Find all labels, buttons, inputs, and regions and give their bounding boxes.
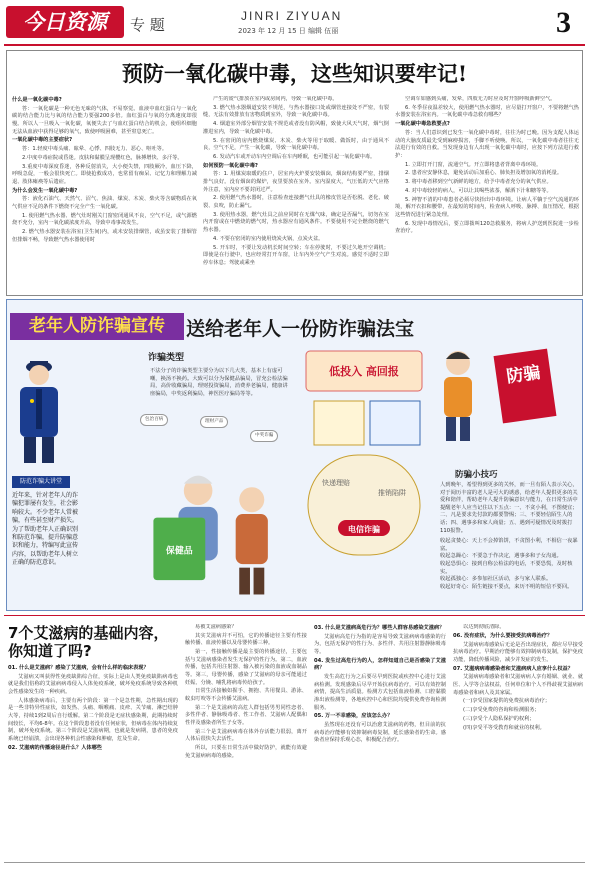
question-heading: 01. 什么是艾滋病？感染了艾滋病，会有什么样的临床表现？ (8, 665, 149, 671)
paragraph: 答：当人们意识到已发生一氧化碳中毒时，往往为时已晚。因为支配人体运动的大脑皮质最先受到麻痹损害，手脚不听使唤。所以，一氧化碳中毒者往往无法进行有效的自救。当发现身边有人出现一氧化碳中毒时，应按下列方法进行救护： (395, 129, 579, 159)
paragraph: 6. 发现中毒情况后，要立即拨叫120急救服务，将病人护送到医院进一步检查治疗。 (395, 220, 579, 235)
paragraph: 第一，性接触传播是最主要的传播途径，主要包括与艾滋病感染者发生无保护的性行为。第二，血液传播，包括共用注射器、输入被污染的血液或血制品等。第三，母婴传播，感染了艾滋病的母亲可能通过妊娠、分娩、哺乳将病毒传给孩子。 (185, 649, 307, 686)
paragraph: 所以，只要在日常生活中做好防护，就能有效避免艾滋病病毒的感染。 (185, 745, 307, 759)
paragraph: 艾滋病病毒感染者和艾滋病病人享有婚姻、就业、就医、入学等合法权益，任何单位和个人不得歧视艾滋病病毒感染者和病人及其家属。 (453, 674, 583, 696)
tips-title: 防骗小技巧 (455, 470, 498, 480)
masthead-rule (4, 44, 585, 46)
tip-3: 收起恐惧心：接到自称公检法的电话，不要恐慌，及时核实。 (440, 560, 573, 575)
paragraph: 空调车如感到头痛，发晕，四肢无力时应及时开窗呼吸新鲜空气。 (405, 96, 556, 102)
paragraph: 日常生活接触如握手、拥抱、共用餐具、游泳、蚊虫叮咬等不会传播艾滋病。 (185, 688, 307, 702)
tips-intro: 人到晚年，希望得到更多的关怀，而一旦有陌人表示关心，对于阅历丰富的老人是可大的诱惑，给老年人提供更多的关爱和陪伴，帮助老年人提升防骗意识与能力，在日常生活中提醒老年人应当记住以下五点：一、不贪小利，不图便宜；二、凡是要求先付款的都要警惕；三、不要轻信陌生人的话；四、遇事多和家人商量；五、遇到可疑情况及时拨打110报警。 (440, 482, 578, 534)
paragraph: (一)享受国家提供的免费抗病毒治疗； (463, 698, 551, 705)
notice-bar: 防范诈骗大讲堂 (12, 476, 70, 488)
bubble-1: 包治百病 (140, 414, 168, 426)
paragraph: 其实艾滋病并不可怕，它的传播途径主要有性接触传播、血液传播以及母婴传播三种。 (185, 632, 307, 647)
article-aids-title: 7个艾滋病的基础内容，你知道了吗? (8, 624, 169, 660)
paragraph: 4. 烟道室外部分烟管安装不规范或者没有防风帽，致使大风天气时，烟气倒灌进室内，导致一氧化碳中毒。 (203, 121, 389, 135)
question-heading: 如何预防一氧化碳中毒? (203, 162, 258, 169)
question-heading: 03. 什么是艾滋病高危行为？哪些人群容易感染艾滋病？ (314, 625, 445, 631)
resident-illustration (428, 345, 488, 445)
elderly-illustration (136, 455, 296, 607)
question-heading: 为什么会发生一氧化碳中毒? (12, 187, 78, 194)
masthead-logo: 今日资源 (6, 6, 124, 38)
masthead-pinyin: JINRI ZIYUAN (241, 9, 343, 23)
paragraph: 2. 使用燃气热水器时，注意检查连接燃气灶具的橡皮管是否松脱、老化、破裂、虫咬，防止漏气。 (203, 195, 389, 210)
low-invest-label: 低投入 高回报 (329, 365, 399, 378)
paragraph: 以达到彻底清除。 (463, 624, 505, 630)
bubble-3: 中奖诈骗 (250, 430, 278, 442)
paragraph: 发生高危行为之后要尽早到医院或疾控中心进行艾滋病检测。发现感染后尽早开始抗病毒治疗，可以有效控制病情，提高生活质量。检测方式包括血液检测、口腔黏膜渗出液检测等，各地疾控中心和医院均提供免费咨询检测服务。 (314, 674, 446, 711)
question-heading: 02. 艾滋病的传播途径是什么？人体哪些 (8, 744, 102, 751)
paragraph: 3. 使用热水器，燃气灶具之前应同时在无煤气味，确定是否漏气，切勿在室内开窗或在中燃烧的燃气时，热水器应有通风条件。不要使用不完全燃烧的燃气热水器。 (203, 211, 389, 233)
question-heading: 07. 艾滋病病毒感染者和艾滋病病人应享什么权益？ (453, 665, 573, 672)
paragraph: 艾滋病又叫获得性免疫缺陷综合征，实际上是由人类免疫缺陷病毒也就是我们俗称的艾滋病病毒侵入人体免疫系统，破坏免疫系统导致各种机会性感染发生的一种疾病。 (8, 673, 178, 695)
tips-body (440, 482, 580, 591)
paragraph: 4. 不要在密闭的室内使用烧炭火锅，点炭火盆。 (213, 235, 324, 242)
paragraph: 5. 神智不清的中毒患者必须尽快抬出中毒环境。让病人平躺于空气流通的环境，解开衣扣和腰带，在最短的时间内，检查病人呼吸、脉搏、血压情况，根据这些情况进行紧急处理。 (395, 196, 579, 218)
fraud-band-label: 老年人防诈骗宣传 (10, 313, 184, 340)
paragraph: 艾滋病病毒感染后无论是否出现症状，都应尽早接受抗病毒治疗。早期治疗能够有效抑制病毒复制，保护免疫功能，降低传播风险，减少并发症的发生。 (453, 641, 583, 663)
paragraph: 1. 使用燃气热水器、燃气灶时刚关门窗密闭通风不良，空气不足，或气源燃烧不充分，室内一氧化碳浓度升高，导致中毒事故发生。 (12, 212, 197, 227)
label-sales: 推销陷阱 (378, 489, 406, 497)
paragraph: (四)享受平等受教育和就业的权利。 (463, 724, 545, 731)
paragraph: 2. 患者应安静休息，避免活动后加重心、肺负担及增加氧的消耗量。 (405, 170, 563, 177)
paragraph: (三)享受个人隐私保护的权利； (463, 715, 535, 722)
article-aids-column-2 (185, 624, 307, 860)
paragraph: 人体感染病毒后，主要有两个阶段：第一个是急性期，急性期出现的是一些非特异性症状，如发热、头痛、咽喉痛、皮疹、关节痛、淋巴结肿大等，持续1到2周后自行缓解。第二个阶段是无症状感染期，此期持续时间较长，平均6-8年。在这个阶段患者没有任何症状，但病毒在体内持续复制，破坏免疫系统。第三个阶段是艾滋病期，也就是发病期，患者的免疫系统已经崩溃，会出现各种机会性感染和肿瘤，危及生命。 (8, 697, 178, 742)
article-co-column-2 (203, 96, 389, 292)
paragraph: 2.中度中毒症院或昏迷。皮肤和黏膜呈现樱红色，脉搏增快、多汗等。 (22, 154, 183, 161)
bubble-2: 理财产品 (200, 416, 228, 428)
article-co-column-3 (395, 96, 579, 292)
paragraph: 3. 燃气热水器烟道安装不规范，与热水器接口处或烟管连接处不严密，有裂缝，无法有效排放有害物质到室外，导致一氧化碳中毒。 (203, 104, 389, 119)
paragraph: 2. 燃气热水器安装在浴室(卫生间)内，或未安装排烟管，或虽安装了排烟管但排烟不畅，导致燃气热水器使用时 (12, 229, 197, 243)
label-express: 快递理赔 (322, 479, 350, 487)
paragraph: 3. 将中毒者移到空气新鲜的地方，给予中毒者充分的氧气供应。 (405, 179, 552, 186)
anti-fraud-stamp: 防骗 (494, 349, 557, 424)
paragraph: 答：1. 用煤炭取暖的住户，居室内火炉要安装烟囱，烟囱结构要严密，排烟排气良好。没有烟囱的煤炉，夜里要放在室外。室内湿度大，气压低的天气应格外注意，室内应不要封闭过严。 (203, 171, 389, 193)
fraud-types-text: 不法分子的诈骗类型主要分为以下几大类，基本上有虚可嘲，换汤不换药。大致可以分为保健品骗局，冒充公检法骗局，高价收藏骗局，理财投资骗局，消费养老骗局，健康讲座骗局，中奖返利骗局，神医医疗骗局等等。 (150, 368, 288, 397)
tip-4: 收起孤独心：多参加社区活动，多与家人联系。 (440, 576, 552, 583)
footer-rule (4, 862, 585, 863)
tip-5: 收起好奇心：陌生链接不要点，来历不明的短信不要回。 (440, 583, 573, 590)
tip-2: 收起急躁心：不要急于作决定，遇事多和子女沟通。 (440, 553, 562, 560)
paragraph: 答：1.轻度中毒头痛、眩晕、心悸、四肢无力、恶心、呕吐等。 (22, 146, 168, 153)
paragraph: 答：液化石油气、天然气、沼气、焦油、煤炭、木炭、柴火等含碳物质在氧气供应不足的条件下燃烧不完全产生一氧化碳。 (12, 196, 197, 211)
fraud-types-title: 诈骗类型 (148, 353, 185, 363)
date-line: 2023 年 12 月 15 日 编辑 伍丽 (238, 27, 339, 35)
page-number: 3 (556, 6, 571, 39)
paragraph: 第三个是艾滋病病毒在体外存活能力很弱，离开人体后很快失去活性。 (185, 728, 307, 743)
article-aids-column-4 (453, 624, 583, 860)
question-heading: 04. 发生过高危行为的人，怎样知道自己是否感染了艾滋病？ (314, 657, 446, 672)
paragraph: 5. 在密闭的房内燃烧煤炭、木炭、柴火等用于取暖、做饭时，由于通风不良，空气不足，产生一氧化碳，导致一氧化碳中毒。 (203, 137, 389, 152)
notice-text: 近年来，针对老年人的诈骗犯罪屡有发生，社会影响较大。不少老年人常被骗，有些甚至财产损失。为了帮助老年人正确识别和防范诈骗，提升防骗意识和能力，特编写此宣传内容，以帮助老年人树立正确的防范意识。 (12, 492, 79, 567)
speech-bubbles (138, 412, 308, 450)
fraud-title: 送给老年人一份防诈骗法宝 (186, 318, 415, 340)
article-co-column-1 (12, 96, 197, 292)
tip-1: 收起贪婪心：天上不会掉馅饼，不贪图小利，不相信一夜暴富。 (440, 538, 578, 552)
paragraph: 3.重度中毒深度昏迷，各种反射消失，大小便失禁，四肢厥冷，血压下降，呼吸急促，一般会很快死亡。即使抢救成功，也常留有痴呆、记忆力和理解力减退、肢体瘫痪等后遗症。 (12, 163, 197, 185)
question-heading: 一氧化碳中毒急救要点? (395, 121, 450, 128)
article-aids-column-3 (314, 624, 446, 860)
paragraph: (二)享受免费的咨询和检测服务； (463, 707, 540, 714)
policeman-illustration (10, 345, 68, 465)
section-label: 专 题 (130, 16, 165, 34)
question-heading: 什么是一氧化碳中毒? (12, 97, 62, 103)
paragraph: 5. 开车时，不要让发动机长时间空转；车在停驶时，不要过久地开空调机；即使是在行驶中，也应经常打开车窗，让车内外空气产生对流。感觉不适时立即停车休息；驾驶或乘坐 (203, 244, 389, 266)
fraud-types-illustration (300, 345, 428, 565)
paragraph: 易被艾滋病感染？ (195, 624, 237, 630)
label-telecom: 电信诈骗 (348, 525, 380, 534)
paragraph: 答：一氧化碳是一种无色无味的气体，不易察觉。血液中血红蛋白与一氧化碳的结合能力比与氧的结合能力要强200多倍。血红蛋白与氧的分离速度却很慢。所以人一旦吸入一氧化碳，氧便失去了与血红蛋白结合的机会，使组织细胞无法从血液中获得足够的氧气，致使呼吸困难，甚至窒息死亡。 (12, 105, 197, 135)
paragraph: 4. 对中毒较轻的病人，可以让其喝些浓茶，解酒下汁和糖等等。 (405, 187, 552, 194)
paragraph: 产生的废气排放在室内或房间内，导致一氧化碳中毒。 (213, 96, 338, 102)
paragraph: 6. 冬季昼夜温差较大，使用燃气热水器时，应尽量打开窗户，不要将燃气热水器安装在浴室内。一氧化碳中毒急救有哪些？ (395, 104, 579, 119)
section-rule (4, 615, 585, 616)
article-co-title: 预防一氧化碳中毒，这些知识要牢记! (121, 61, 468, 86)
question-heading: 一氧化碳中毒的主要症状? (12, 137, 73, 144)
article-aids-column-1 (8, 664, 178, 860)
paragraph: 第二个是艾滋病的高危人群包括男男同性恋者、多性伴者、静脉吸毒者、性工作者、艾滋病人配偶和性伴及感染者所生子女等。 (185, 704, 307, 726)
paragraph: 艾滋病高危行为指的是容易导致艾滋病病毒感染的行为，包括无保护的性行为、多性伴、共用注射器静脉吸毒等。 (314, 633, 446, 655)
question-heading: 05. 万一不幸感染，应该怎么办？ (314, 713, 393, 720)
question-heading: 06. 没有症状，为什么要接受抗病毒治疗？ (453, 632, 553, 639)
paragraph: 虽然现在还没有可以治愈艾滋病的药物，但目前的抗病毒治疗能够有效抑制病毒复制，延长感染者的生命。感染者应保持乐观心态，积极配合治疗。 (314, 722, 446, 744)
health-box-label: 保健品 (165, 546, 193, 557)
paragraph: 6. 发动汽车或开动车内空调后在车内睡眠，也可能引起一氧化碳中毒。 (213, 153, 376, 160)
paragraph: 1. 立即打开门窗，流通空气。开立即将患者背离中毒环境。 (405, 161, 542, 168)
